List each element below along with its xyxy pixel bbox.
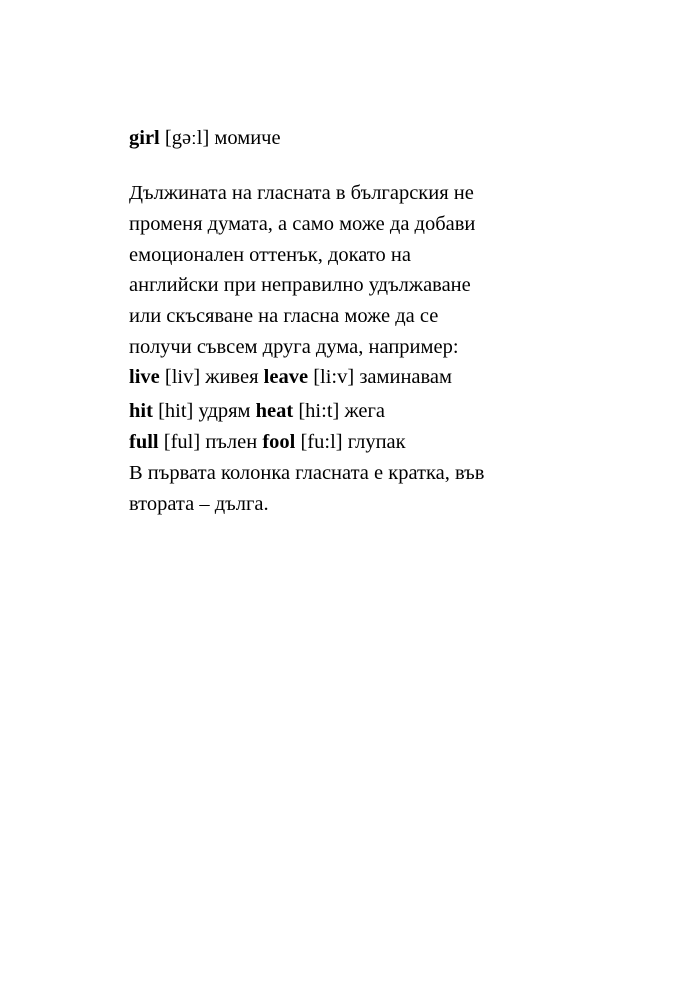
explanation-paragraph [129, 178, 579, 363]
short-vowel-word: full [129, 431, 159, 453]
example-pair-hit-heat [129, 396, 579, 426]
transcription: [gəːl] [164, 127, 210, 149]
long-vowel-word: heat [255, 400, 294, 422]
paragraph-line: Дължината на гласната в българския не [129, 182, 474, 204]
long-translation: жега [344, 400, 385, 422]
paragraph-line: или скъсяване на гласна може да се [129, 305, 439, 328]
long-transcription: [fu:l] [300, 431, 343, 453]
long-vowel-word: leave [263, 366, 309, 388]
long-translation: глупак [347, 431, 406, 453]
long-translation: заминавам [359, 366, 453, 388]
short-transcription: [liv] [164, 366, 201, 388]
paragraph-line: английски при неправилно удължаване [129, 274, 471, 297]
english-word: girl [129, 127, 160, 149]
translation: момиче [214, 127, 281, 149]
short-transcription: [ful] [163, 431, 201, 453]
example-pair-live-leave [129, 362, 579, 392]
short-translation: удрям [198, 400, 251, 422]
example-pair-full-fool [129, 427, 579, 457]
long-transcription: [li:v] [313, 366, 355, 388]
paragraph-line: емоционален оттенък, докато на [129, 243, 411, 266]
vocabulary-entry-girl [129, 124, 579, 152]
short-vowel-word: hit [129, 400, 153, 422]
short-vowel-word: live [129, 366, 160, 388]
short-translation: живея [205, 366, 259, 388]
short-transcription: [hit] [158, 400, 194, 422]
note-line: втората – дълга. [129, 493, 269, 515]
paragraph-line: променя думата, а само може да добави [129, 212, 476, 235]
column-note [129, 458, 579, 520]
paragraph-line: получи съвсем друга дума, например: [129, 335, 459, 358]
long-vowel-word: fool [262, 431, 296, 453]
long-transcription: [hi:t] [298, 400, 340, 422]
note-line: В първата колонка гласната е кратка, във [129, 462, 485, 484]
short-translation: пълен [205, 431, 258, 453]
